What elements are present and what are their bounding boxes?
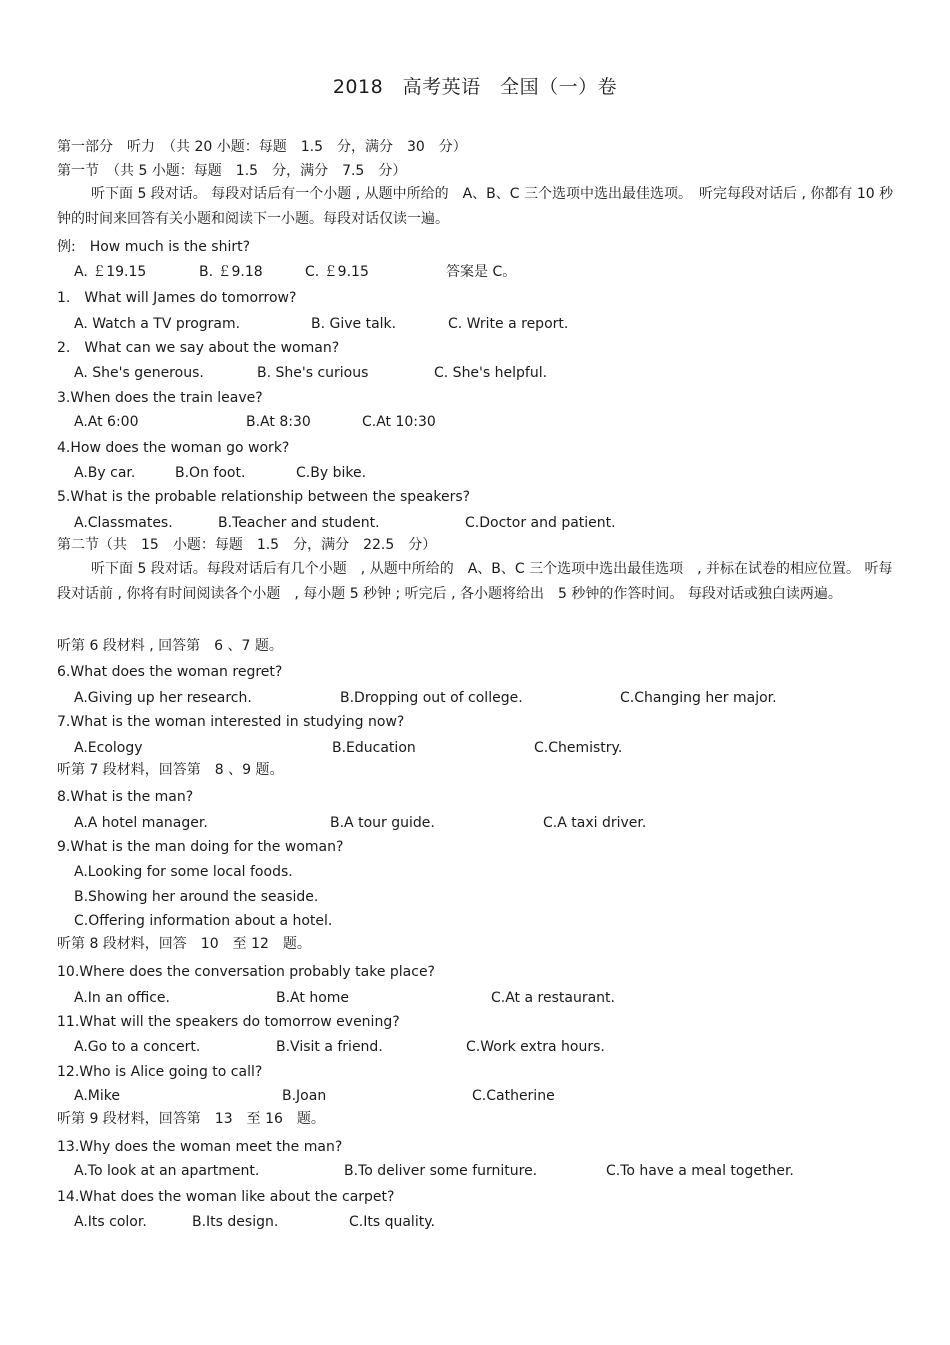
- q3-option-a: A.At 6:00: [74, 414, 139, 430]
- exam-title: 2018 高考英语 全国（一）卷: [332, 76, 618, 98]
- q5-option-c: C.Doctor and patient.: [465, 515, 616, 531]
- question-9: 9.What is the man doing for the woman?: [57, 839, 344, 855]
- question-14: 14.What does the woman like about the carpet?: [57, 1189, 395, 1205]
- q4-option-b: B.On foot.: [175, 465, 246, 481]
- q1-option-c: C. Write a report.: [448, 316, 569, 332]
- question-4: 4.How does the woman go work?: [57, 440, 290, 456]
- q10-option-b: B.At home: [276, 990, 350, 1006]
- q13-option-a: A.To look at an apartment.: [74, 1163, 260, 1179]
- q13-option-b: B.To deliver some furniture.: [344, 1163, 538, 1179]
- q8-option-b: B.A tour guide.: [330, 815, 435, 831]
- q12-option-a: A.Mike: [74, 1088, 120, 1104]
- q9-option-b: B.Showing her around the seaside.: [74, 889, 319, 905]
- question-2: 2. What can we say about the woman?: [57, 340, 340, 356]
- example-answer: 答案是 C。: [446, 264, 517, 280]
- example-option-b: B. ￡9.18: [199, 264, 263, 280]
- question-5: 5.What is the probable relationship between the speakers?: [57, 489, 471, 505]
- q3-option-c: C.At 10:30: [362, 414, 436, 430]
- q4-option-a: A.By car.: [74, 465, 136, 481]
- q13-option-c: C.To have a meal together.: [606, 1163, 794, 1179]
- question-10: 10.Where does the conversation probably take place?: [57, 964, 435, 980]
- section2-instructions: 听下面 5 段对话。每段对话后有几个小题 , 从题中所给的 A、B、C 三个选项中选出最佳选项 , 并标在试卷的相应位置。 听每段对话前 , 你将有时间阅读各个小题 , 每小题 5 秒钟 ; 听完后 , 各小题将给出 5 秒钟的作答时间。 每段对话或独白读两遍。: [57, 561, 893, 602]
- q8-option-c: C.A taxi driver.: [543, 815, 647, 831]
- question-7: 7.What is the woman interested in studying now?: [57, 714, 405, 730]
- q9-option-a: A.Looking for some local foods.: [74, 864, 293, 880]
- material-7-heading: 听第 7 段材料，回答第 8 、9 题。: [57, 762, 284, 778]
- example-option-a: A. ￡19.15: [74, 264, 147, 280]
- question-3: 3.When does the train leave?: [57, 390, 263, 406]
- q11-option-c: C.Work extra hours.: [466, 1039, 605, 1055]
- q5-option-a: A.Classmates.: [74, 515, 173, 531]
- q3-option-b: B.At 8:30: [246, 414, 311, 430]
- part1-header: 第一部分 听力 （共 20 小题：每题 1.5 分，满分 30 分）: [57, 139, 467, 155]
- q8-option-a: A.A hotel manager.: [74, 815, 208, 831]
- q2-option-c: C. She's helpful.: [434, 365, 548, 381]
- q11-option-b: B.Visit a friend.: [276, 1039, 383, 1055]
- section1-header: 第一节 （共 5 小题：每题 1.5 分，满分 7.5 分）: [57, 163, 407, 179]
- question-11: 11.What will the speakers do tomorrow evening?: [57, 1014, 400, 1030]
- q12-option-c: C.Catherine: [472, 1088, 555, 1104]
- q7-option-a: A.Ecology: [74, 740, 143, 756]
- q2-option-a: A. She's generous.: [74, 365, 204, 381]
- q7-option-b: B.Education: [332, 740, 416, 756]
- q4-option-c: C.By bike.: [296, 465, 367, 481]
- section2-header: 第二节（共 15 小题：每题 1.5 分，满分 22.5 分）: [57, 537, 437, 553]
- q6-option-c: C.Changing her major.: [620, 690, 777, 706]
- material-6-heading: 听第 6 段材料 , 回答第 6 、7 题。: [57, 638, 283, 654]
- q1-option-b: B. Give talk.: [311, 316, 397, 332]
- q5-option-b: B.Teacher and student.: [218, 515, 380, 531]
- section1-instructions: 听下面 5 段对话。 每段对话后有一个小题 , 从题中所给的 A、B、C 三个选项中选出最佳选项。 听完每段对话后 , 你都有 10 秒钟的时间来回答有关小题和阅读下一小题。每段对话仅读一遍。: [57, 186, 894, 227]
- material-9-heading: 听第 9 段材料，回答第 13 至 16 题。: [57, 1111, 325, 1127]
- q14-option-a: A.Its color.: [74, 1214, 147, 1230]
- example-question: 例: How much is the shirt?: [57, 239, 251, 255]
- q2-option-b: B. She's curious: [257, 365, 369, 381]
- q6-option-a: A.Giving up her research.: [74, 690, 252, 706]
- q1-option-a: A. Watch a TV program.: [74, 316, 241, 332]
- material-8-heading: 听第 8 段材料，回答 10 至 12 题。: [57, 936, 311, 952]
- q7-option-c: C.Chemistry.: [534, 740, 623, 756]
- q12-option-b: B.Joan: [282, 1088, 327, 1104]
- q14-option-c: C.Its quality.: [349, 1214, 435, 1230]
- q10-option-c: C.At a restaurant.: [491, 990, 615, 1006]
- q11-option-a: A.Go to a concert.: [74, 1039, 201, 1055]
- q6-option-b: B.Dropping out of college.: [340, 690, 523, 706]
- question-13: 13.Why does the woman meet the man?: [57, 1139, 343, 1155]
- question-6: 6.What does the woman regret?: [57, 664, 283, 680]
- question-8: 8.What is the man?: [57, 789, 194, 805]
- question-1: 1. What will James do tomorrow?: [57, 290, 297, 306]
- example-option-c: C. ￡9.15: [305, 264, 369, 280]
- q9-option-c: C.Offering information about a hotel.: [74, 913, 333, 929]
- q10-option-a: A.In an office.: [74, 990, 170, 1006]
- question-12: 12.Who is Alice going to call?: [57, 1064, 263, 1080]
- q14-option-b: B.Its design.: [192, 1214, 279, 1230]
